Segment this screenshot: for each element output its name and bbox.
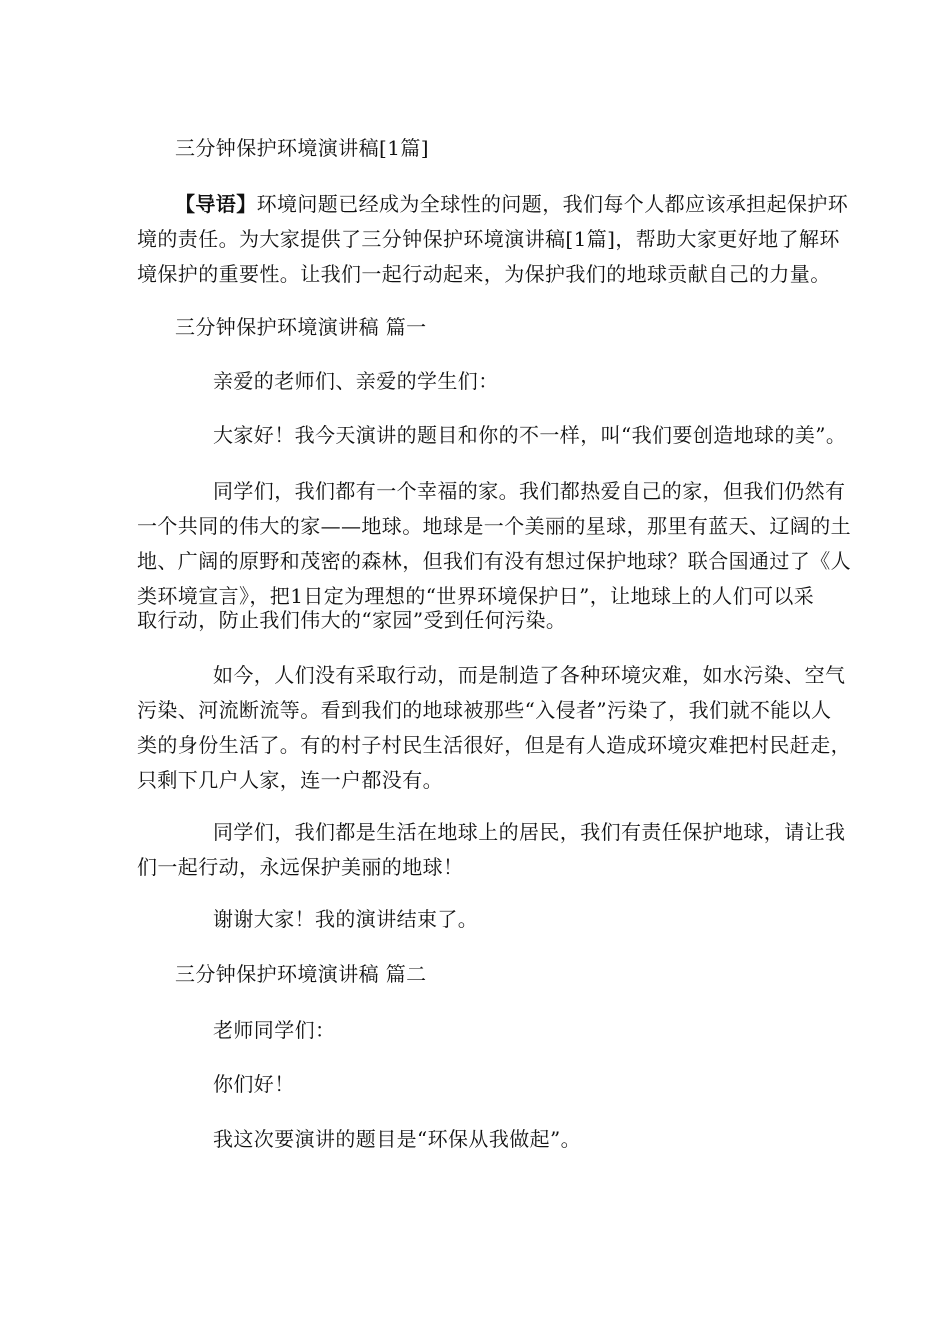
document-title: 三分钟保护环境演讲稿[1篇] <box>175 136 429 160</box>
section1-para3-line1: 同学们，我们都是生活在地球上的居民，我们有责任保护地球，请让我 <box>213 820 846 844</box>
intro-line-2: 境的责任。为大家提供了三分钟保护环境演讲稿[1篇]，帮助大家更好地了解环 <box>137 227 840 251</box>
intro-label: 【导语】 <box>175 192 257 216</box>
section1-para2-line1: 如今，人们没有采取行动，而是制造了各种环境灾难，如水污染、空气 <box>213 663 846 687</box>
intro-line-1 <box>175 189 848 219</box>
section2-heading: 三分钟保护环境演讲稿 篇二 <box>175 962 427 986</box>
intro-text-1: 环境问题已经成为全球性的问题，我们每个人都应该承担起保护环 <box>256 192 849 216</box>
section1-heading: 三分钟保护环境演讲稿 篇一 <box>175 315 427 339</box>
section1-salutation: 亲爱的老师们、亲爱的学生们： <box>213 369 499 393</box>
section1-greeting: 大家好！我今天演讲的题目和你的不一样，叫“我们要创造地球的美”。 <box>213 423 847 447</box>
intro-line-3: 境保护的重要性。让我们一起行动起来，为保护我们的地球贡献自己的力量。 <box>137 262 831 286</box>
section1-para1-line2: 一个共同的伟大的家——地球。地球是一个美丽的星球，那里有蓝天、辽阔的土 <box>137 514 851 538</box>
section1-para1-line1: 同学们，我们都有一个幸福的家。我们都热爱自己的家，但我们仍然有 <box>213 479 846 503</box>
section1-para2-line3: 类的身份生活了。有的村子村民生活很好，但是有人造成环境灾难把村民赶走， <box>137 733 851 757</box>
section2-greeting: 你们好！ <box>213 1072 295 1096</box>
section1-para1-line4: 类环境宣言》，把1日定为理想的“世界环境保护日”，让地球上的人们可以采 <box>137 584 815 608</box>
section1-para3-line2: 们一起行动，永远保护美丽的地球！ <box>137 855 464 879</box>
section1-para1-line5: 取行动，防止我们伟大的“家园”受到任何污染。 <box>137 608 567 632</box>
section1-para2-line4: 只剩下几户人家，连一户都没有。 <box>137 768 443 792</box>
section1-para1-line3: 地、广阔的原野和茂密的森林，但我们有没有想过保护地球？联合国通过了《人 <box>137 549 851 573</box>
section1-para2-line2: 污染、河流断流等。看到我们的地球被那些“入侵者”污染了，我们就不能以人 <box>137 698 832 722</box>
section2-topic: 我这次要演讲的题目是“环保从我做起”。 <box>213 1127 582 1151</box>
section2-salutation: 老师同学们： <box>213 1018 336 1042</box>
section1-closing: 谢谢大家！我的演讲结束了。 <box>213 907 479 931</box>
